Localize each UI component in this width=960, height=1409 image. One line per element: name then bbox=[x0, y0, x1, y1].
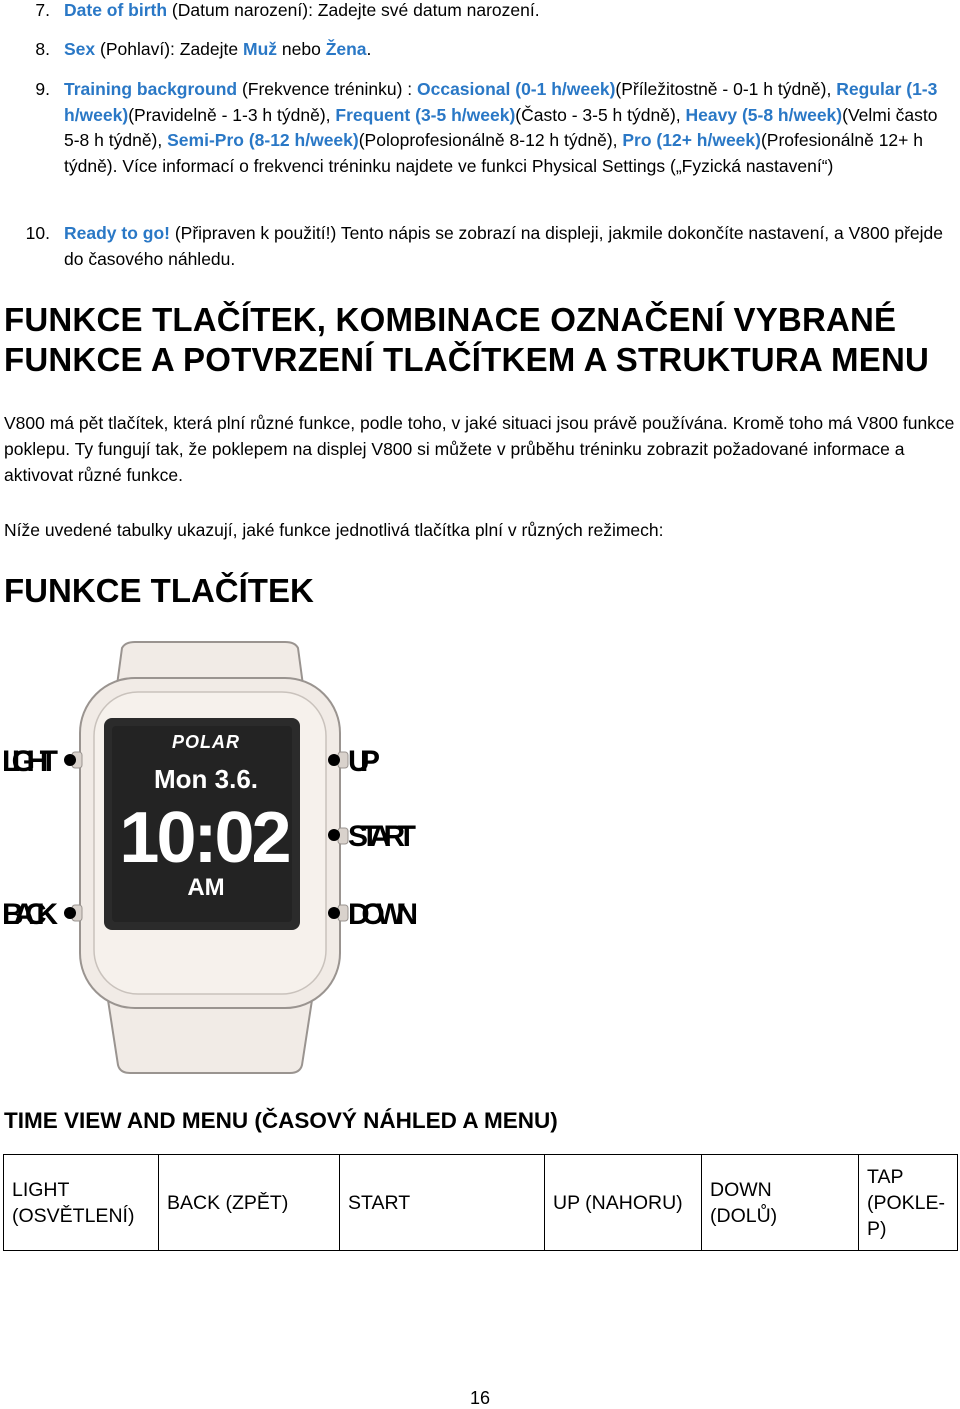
table-header-cell-light bbox=[4, 1155, 159, 1251]
highlighted-term: Heavy (5-8 h/week) bbox=[685, 104, 843, 125]
list-number: 8. bbox=[35, 39, 50, 59]
list-number: 9. bbox=[35, 79, 50, 99]
light-dot bbox=[64, 754, 76, 766]
watch-ampm: AM bbox=[187, 874, 225, 901]
table-header-row bbox=[4, 1155, 958, 1251]
highlighted-term: Training background bbox=[64, 79, 238, 99]
table-header-cell-start bbox=[340, 1155, 545, 1251]
cell-line: DOWN bbox=[710, 1178, 772, 1201]
highlighted-term: Semi-Pro (8-12 h/week) bbox=[167, 130, 359, 150]
time-view-table bbox=[3, 1154, 958, 1251]
tables-intro-paragraph: Níže uvedené tabulky ukazují, jaké funkce jednotlivá tlačítka plní v různých režimech: bbox=[4, 520, 664, 540]
highlighted-term: Žena bbox=[325, 39, 367, 59]
intro-paragraph: V800 má pět tlačítek, která plní různé funkce, podle toho, v jaké situaci jsou právě používána. Kromě toho má V800 funkce poklepu. Ty fungují tak, že poklepem na displej V800 si můžete v průběhu tréninku zobrazit požadované informace a aktivovat různé funkce. bbox=[4, 413, 955, 485]
up-dot bbox=[328, 754, 340, 766]
text-run: (Datum narození): Zadejte své datum narození. bbox=[167, 0, 540, 20]
text-run: (Pravidelně - 1-3 h týdně), bbox=[128, 104, 336, 125]
table-header-cell-back bbox=[159, 1155, 340, 1251]
heading-line-1: FUNKCE TLAČÍTEK, KOMBINACE OZNAČENÍ VYBRANÉ bbox=[4, 301, 897, 338]
highlighted-term: Date of birth bbox=[64, 0, 168, 20]
text-run: nebo bbox=[277, 39, 326, 59]
time-view-heading: TIME VIEW AND MENU (ČASOVÝ NÁHLED A MENU) bbox=[4, 1108, 558, 1133]
text-run: (Připraven k použití!) Tento nápis se zobrazí na displeji, jakmile dokončíte nastavení, a V800 přejde do časového náhledu. bbox=[64, 223, 944, 269]
cell-line: START bbox=[348, 1191, 411, 1214]
cell-line: LIGHT bbox=[12, 1178, 70, 1201]
watch-time: 10:02 bbox=[119, 798, 289, 878]
highlighted-term: Occasional (0-1 h/week) bbox=[417, 79, 616, 99]
text-run: (Velmi často 5-8 h týdně), bbox=[64, 104, 938, 150]
text-run: (Poloprofesionálně 8-12 h týdně), bbox=[358, 130, 623, 150]
text-run: . bbox=[366, 39, 372, 59]
list-number: 7. bbox=[35, 0, 50, 20]
highlighted-term: Muž bbox=[243, 39, 278, 59]
text-run: (Pohlaví): Zadejte bbox=[95, 39, 243, 59]
cell-line: (DOLŮ) bbox=[710, 1204, 778, 1227]
cell-line: (POKLE- bbox=[867, 1191, 946, 1214]
page-number: 16 bbox=[469, 1388, 491, 1408]
text-run: (Frekvence tréninku) : bbox=[237, 79, 417, 99]
highlighted-term: Frequent (3-5 h/week) bbox=[335, 104, 516, 125]
back-dot bbox=[64, 907, 76, 919]
label-light: LIGHT bbox=[2, 745, 58, 778]
highlighted-term: Regular (1-3 h/week) bbox=[64, 79, 938, 125]
list-text bbox=[64, 37, 954, 63]
label-start: START bbox=[348, 820, 416, 853]
cell-line: (OSVĚTLENÍ) bbox=[12, 1204, 135, 1227]
buttons-heading: FUNKCE TLAČÍTEK bbox=[4, 572, 314, 609]
table-header-cell-tap bbox=[859, 1155, 958, 1251]
text-run: (Často - 3-5 h týdně), bbox=[515, 104, 686, 125]
label-back: BACK bbox=[2, 898, 58, 931]
label-up: UP bbox=[348, 745, 380, 778]
watch-illustration bbox=[0, 640, 460, 1080]
text-run: (Profesionálně 12+ h týdně). Více informací o frekvenci tréninku najdete ve funkci Physical Settings („Fyzická nastavení“) bbox=[64, 130, 923, 176]
down-dot bbox=[328, 907, 340, 919]
highlighted-term: Sex bbox=[64, 39, 96, 59]
start-dot bbox=[328, 829, 340, 841]
watch-brand: POLAR bbox=[172, 732, 240, 752]
list-text bbox=[64, 221, 954, 272]
list-text bbox=[64, 0, 954, 24]
cell-line: UP (NAHORU) bbox=[553, 1191, 683, 1214]
watch-strap-bottom bbox=[108, 1000, 312, 1073]
table-header-cell-down bbox=[702, 1155, 859, 1251]
watch-date: Mon 3.6. bbox=[153, 764, 259, 794]
list-text bbox=[64, 77, 954, 179]
highlighted-term: Pro (12+ h/week) bbox=[622, 130, 761, 150]
cell-line: BACK (ZPĚT) bbox=[167, 1191, 289, 1214]
cell-line: TAP bbox=[867, 1165, 904, 1188]
highlighted-term: Ready to go! bbox=[64, 223, 170, 243]
cell-line: P) bbox=[867, 1217, 887, 1240]
label-down: DOWN bbox=[348, 898, 418, 931]
table-header-cell-up bbox=[545, 1155, 702, 1251]
section-heading bbox=[4, 300, 954, 380]
heading-line-2: FUNKCE A POTVRZENÍ TLAČÍTKEM A STRUKTURA MENU bbox=[4, 341, 930, 378]
list-number: 10. bbox=[25, 223, 50, 243]
text-run: (Příležitostně - 0-1 h týdně), bbox=[615, 79, 837, 99]
